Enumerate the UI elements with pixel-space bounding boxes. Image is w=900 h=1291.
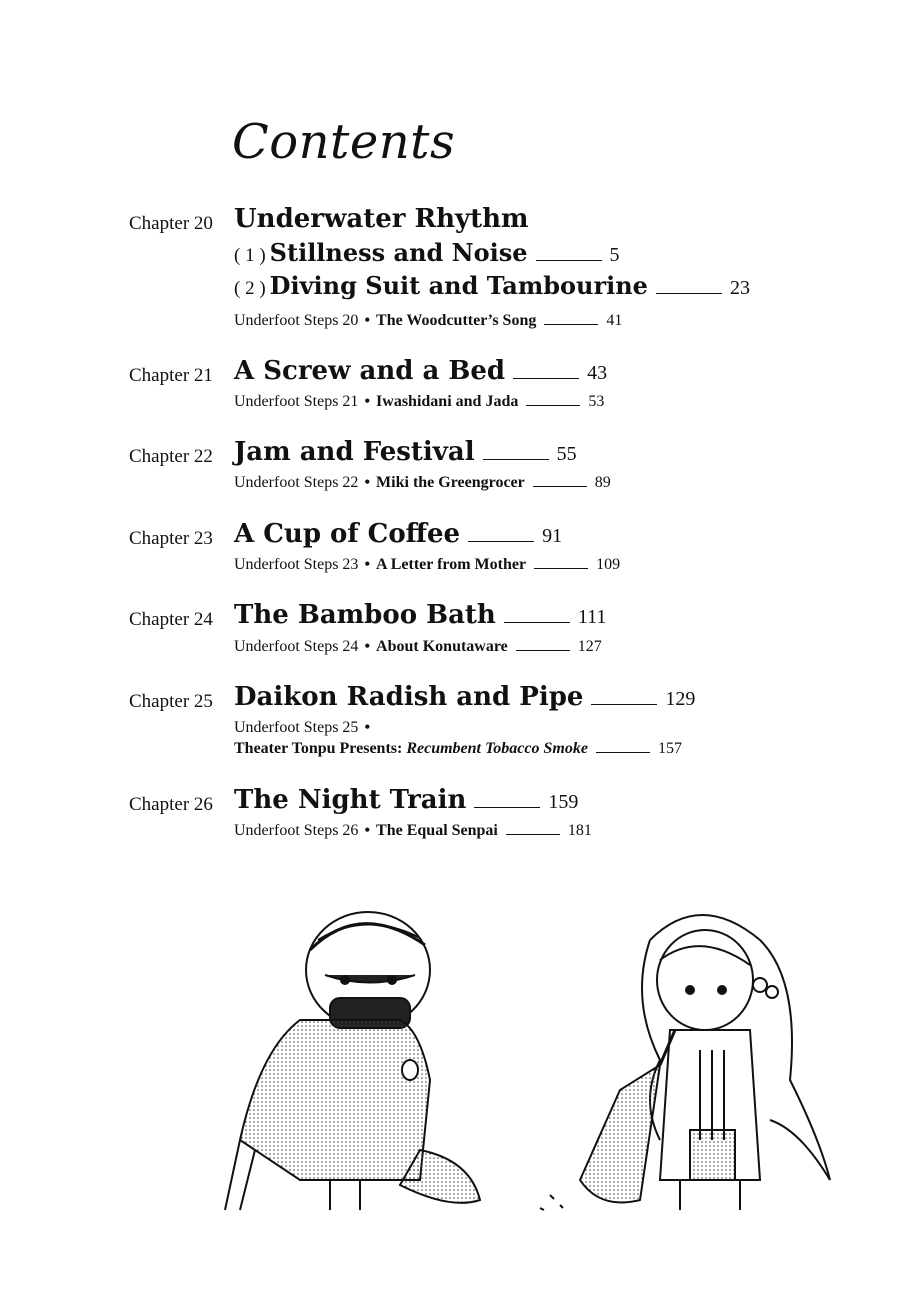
page-title: Contents (232, 114, 456, 171)
part-marker: ( 2 ) (234, 278, 266, 299)
dot-leader (544, 324, 598, 325)
dot-leader (504, 622, 570, 623)
dot-leader (468, 541, 534, 542)
page-number: 23 (729, 277, 750, 299)
steps-label: Underfoot Steps 20 (234, 312, 359, 329)
chapter-title: A Cup of Coffee 91 (234, 519, 563, 549)
page-number: 41 (606, 312, 623, 329)
page-number: 5 (609, 244, 620, 266)
page-number: 109 (596, 556, 621, 573)
dot-leader (596, 752, 650, 753)
underfoot-steps-row (234, 638, 602, 658)
bullet: • (364, 312, 371, 329)
chapter-title: Jam and Festival 55 (234, 437, 577, 467)
bullet: • (364, 556, 371, 573)
page-number: 53 (588, 393, 605, 410)
chapter-title: The Bamboo Bath 111 (234, 600, 607, 630)
steps-label: Underfoot Steps 24 (234, 638, 359, 655)
dot-leader (506, 834, 560, 835)
chapter-part-row (0, 271, 900, 307)
chapter-part (234, 238, 620, 268)
bullet: • (364, 638, 371, 655)
chapter-title: Daikon Radish and Pipe 129 (234, 682, 696, 712)
character-left (225, 912, 480, 1210)
underfoot-steps-row (234, 393, 604, 413)
character-right (540, 915, 830, 1210)
steps-label: Underfoot Steps 25 (234, 719, 359, 736)
steps-label: Underfoot Steps 22 (234, 474, 359, 491)
page-number: 159 (548, 791, 579, 813)
bullet: • (364, 474, 371, 491)
page-number: 43 (587, 362, 608, 384)
steps-title: Miki the Greengrocer (376, 474, 525, 491)
underfoot-steps-row (234, 312, 622, 332)
underfoot-steps-row-cont (234, 740, 682, 760)
chapter-title: A Screw and a Bed 43 (234, 356, 608, 386)
page-number: 181 (567, 822, 592, 839)
chapter-title: The Night Train 159 (234, 785, 579, 815)
chapter-row (0, 519, 900, 555)
steps-title: Iwashidani and Jada (376, 393, 519, 410)
steps-title (234, 740, 588, 758)
dot-leader (533, 486, 587, 487)
chapter-number: Chapter 20 (129, 213, 213, 234)
dot-leader (513, 378, 579, 379)
page-number: 55 (556, 443, 577, 465)
steps-title: The Equal Senpai (376, 822, 498, 839)
chapter-row (0, 356, 900, 392)
part-title: Stillness and Noise (269, 238, 528, 267)
steps-title-italic: Recumbent Tobacco Smoke (406, 740, 588, 757)
chapter-row (0, 682, 900, 718)
underfoot-steps-row (234, 822, 592, 842)
chapter-row (0, 204, 900, 240)
page-number: 157 (657, 740, 682, 757)
chapter-number: Chapter 21 (129, 365, 213, 386)
part-title: Diving Suit and Tambourine (269, 271, 648, 300)
steps-label: Underfoot Steps 23 (234, 556, 359, 573)
bullet: • (364, 719, 371, 736)
dot-leader (483, 459, 549, 460)
page-number: 129 (665, 688, 696, 710)
dot-leader (656, 293, 722, 294)
steps-label: Underfoot Steps 26 (234, 822, 359, 839)
dot-leader (534, 568, 588, 569)
steps-title: The Woodcutter’s Song (376, 312, 537, 329)
page-number: 91 (542, 525, 563, 547)
chibi-illustration (0, 880, 900, 1240)
underfoot-steps-row (234, 474, 611, 494)
chapter-part-row (0, 238, 900, 274)
chapter-part (234, 271, 750, 301)
chapter-number: Chapter 23 (129, 528, 213, 549)
dot-leader (536, 260, 602, 261)
chapter-number: Chapter 25 (129, 691, 213, 712)
bullet: • (364, 393, 371, 410)
chapter-number: Chapter 24 (129, 609, 213, 630)
dot-leader (474, 807, 540, 808)
bullet: • (364, 822, 371, 839)
dot-leader (526, 405, 580, 406)
chapter-number: Chapter 22 (129, 446, 213, 467)
page-number: 111 (577, 606, 607, 628)
page-number: 127 (577, 638, 602, 655)
chapter-row (0, 600, 900, 636)
part-marker: ( 1 ) (234, 245, 266, 266)
chapter-row (0, 437, 900, 473)
underfoot-steps-row (234, 556, 620, 576)
underfoot-steps-row (234, 719, 376, 737)
chapter-number: Chapter 26 (129, 794, 213, 815)
chapter-title: Underwater Rhythm (234, 204, 529, 234)
steps-title: About Konutaware (376, 638, 508, 655)
chapter-row (0, 785, 900, 821)
page-number: 89 (594, 474, 611, 491)
steps-title: A Letter from Mother (376, 556, 527, 573)
steps-label: Underfoot Steps 21 (234, 393, 359, 410)
dot-leader (591, 704, 657, 705)
dot-leader (516, 650, 570, 651)
steps-title-prefix: Theater Tonpu Presents: (234, 740, 403, 757)
